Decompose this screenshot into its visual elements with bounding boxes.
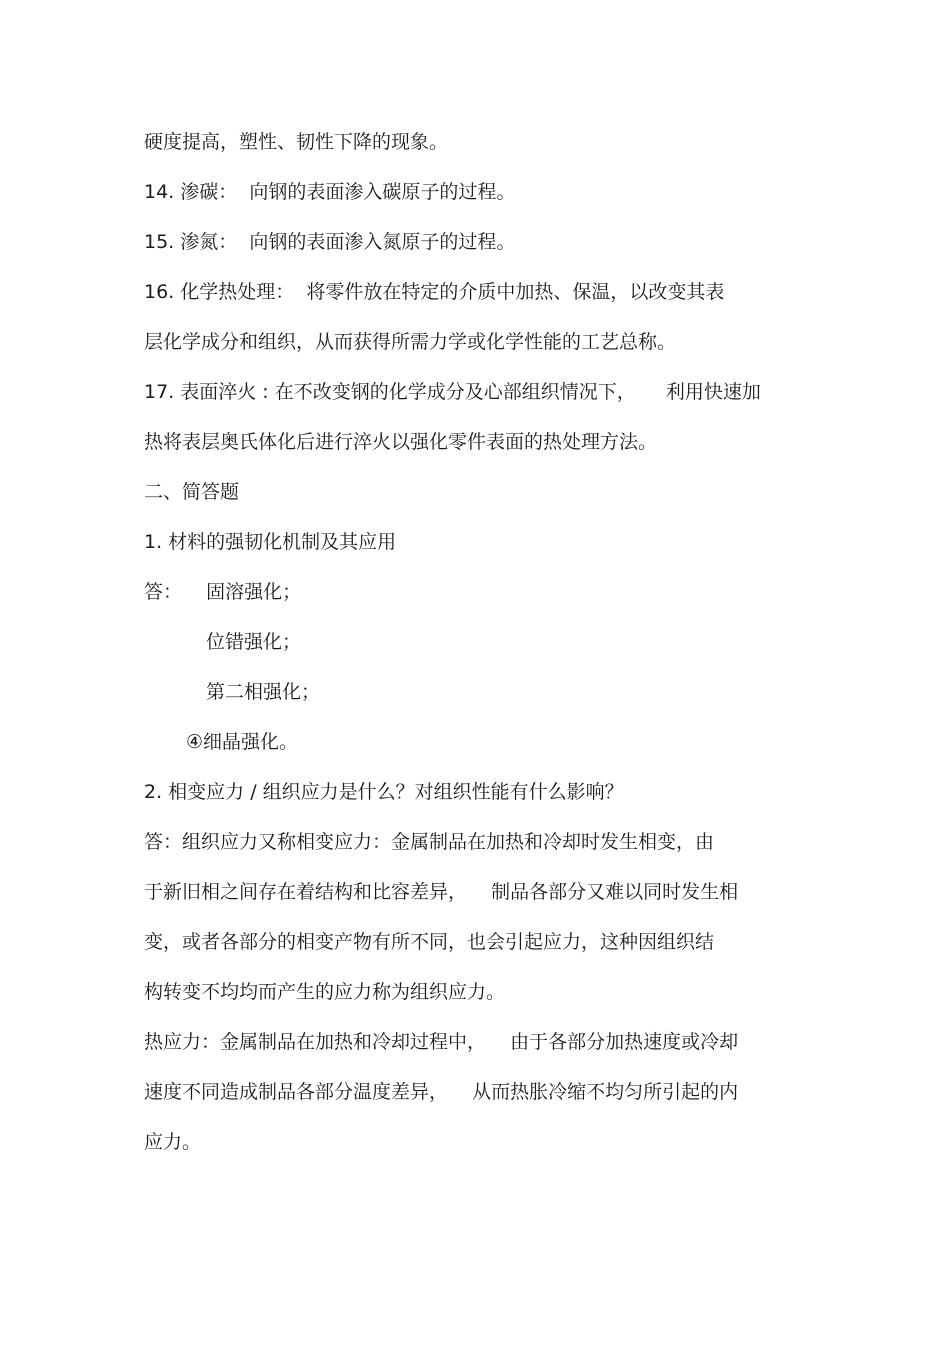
answer-2-para-1-line-3: 变，或者各部分的相变产物有所不同，也会引起应力，这种因组织结 — [144, 931, 715, 953]
answer-2-para-2-line-3: 应力。 — [144, 1131, 202, 1153]
text-line-hardness-continuation: 硬度提高，塑性、韧性下降的现象。 — [144, 131, 449, 153]
answer-2-para-1-line-1: 答：组织应力又称相变应力：金属制品在加热和冷却时发生相变，由 — [144, 831, 715, 853]
definition-surface-quenching: 17. 表面淬火 : 在不改变钢的化学成分及心部组织情况下， 利用快速加 — [144, 381, 761, 403]
answer-2-para-1-line-4: 构转变不均均而产生的应力称为组织应力。 — [144, 981, 506, 1003]
question-2: 2. 相变应力 / 组织应力是什么？对组织性能有什么影响？ — [144, 781, 624, 803]
answer-1-item-2: 位错强化； — [206, 631, 302, 653]
question-1: 1. 材料的强韧化机制及其应用 — [144, 531, 397, 553]
answer-1-item-4: ④细晶强化。 — [186, 731, 299, 753]
definition-surface-quenching-cont: 热将表层奥氏体化后进行淬火以强化零件表面的热处理方法。 — [144, 431, 658, 453]
definition-carburizing: 14. 渗碳： 向钢的表面渗入碳原子的过程。 — [144, 181, 516, 203]
definition-chemical-heat-treatment-cont: 层化学成分和组织，从而获得所需力学或化学性能的工艺总称。 — [144, 331, 677, 353]
answer-2-para-1-line-2: 于新旧相之间存在着结构和比容差异， 制品各部分又难以同时发生相 — [144, 881, 739, 903]
answer-2-para-2-line-1: 热应力：金属制品在加热和冷却过程中， 由于各部分加热速度或冷却 — [144, 1031, 739, 1053]
section-heading-short-answer: 二、简答题 — [144, 481, 240, 503]
answer-2-para-2-line-2: 速度不同造成制品各部分温度差异， 从而热胀冷缩不均匀所引起的内 — [144, 1081, 739, 1103]
answer-1-item-3: 第二相强化； — [206, 681, 321, 703]
definition-nitriding: 15. 渗氮： 向钢的表面渗入氮原子的过程。 — [144, 231, 516, 253]
answer-1-item-1: 答： 固溶强化； — [144, 581, 302, 603]
definition-chemical-heat-treatment: 16. 化学热处理： 将零件放在特定的介质中加热、保温，以改变其表 — [144, 281, 725, 303]
